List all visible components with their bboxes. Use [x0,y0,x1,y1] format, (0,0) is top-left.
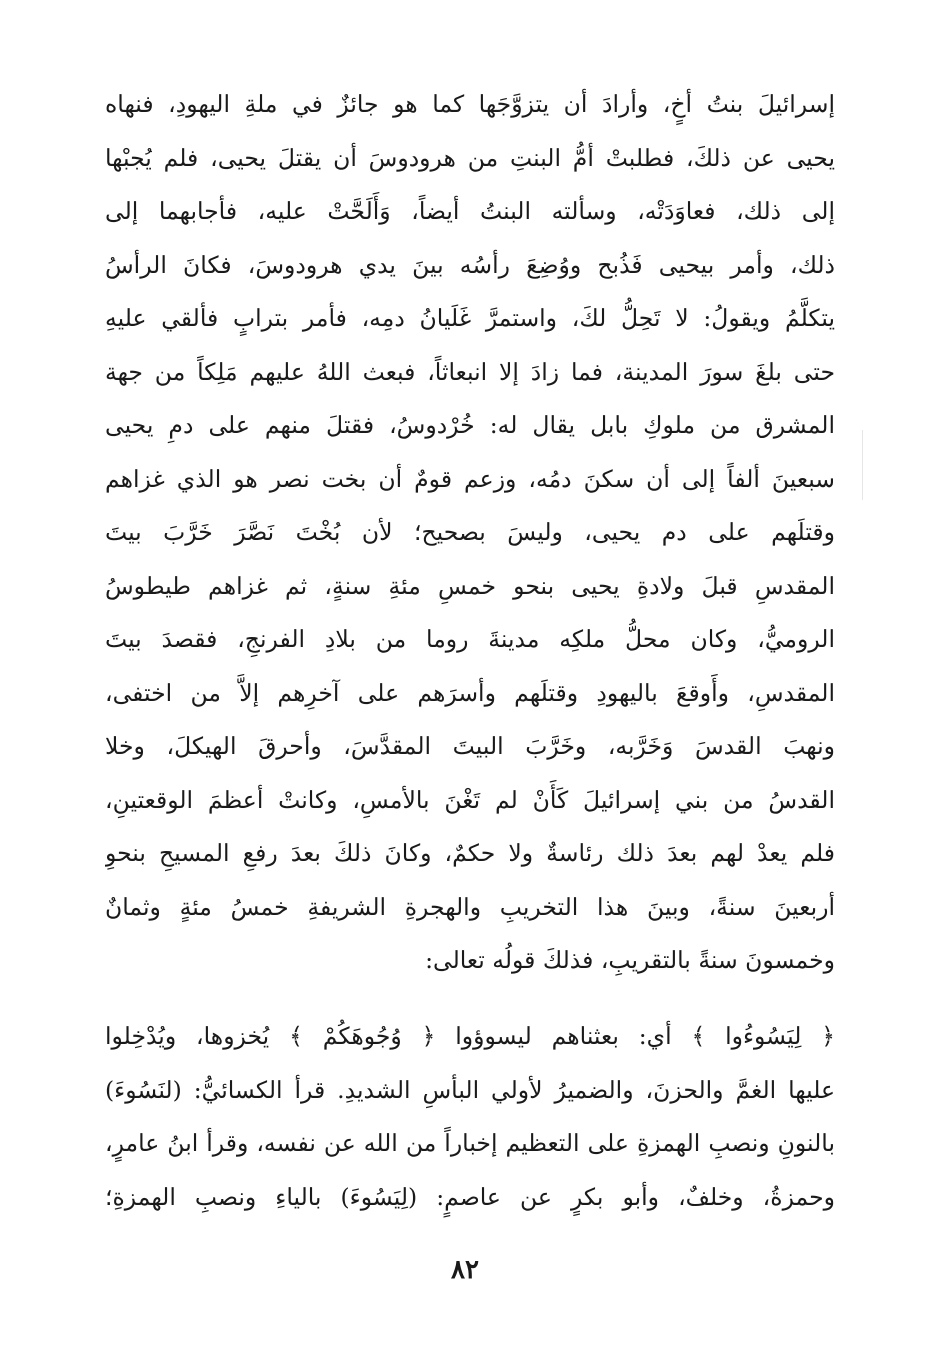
margin-mark [862,430,863,500]
text-line: سبعينَ ألفاً إلى أن سكنَ دمُه، وزعم قومٌ أن بخت نصر هو الذي غزاهم [105,464,835,493]
text-line: يحيى عن ذلكَ، فطلبتْ أمُّ البنتِ من هرودوسَ أن يقتلَ يحيى، فلم يُجبْها [105,143,835,172]
text-line: المقدسِ، وأَوقعَ باليهودِ وقتلَهم وأسرَهم على آخرِهم إلاَّ من اختفى، [105,678,835,707]
commentary-text-block [105,1010,835,1224]
text-line: المشرق من ملوكِ بابل يقال له: خُرْدوسُ، فقتلَ منهم على دمِ يحيى [105,411,835,439]
text-line: المقدسِ قبلَ ولادةِ يحيى بنحو خمسِ مئةِ سنةٍ، ثم غزاهم طيطوسُ [105,571,835,600]
commentary-line: عليها الغمَّ والحزنَ، والضميرُ لأولي البأسِ الشديدِ. قرأ الكسائيُّ: (لنَسُوءَ) [105,1075,835,1104]
text-line: إسرائيلَ بنتُ أخٍ، وأرادَ أن يتزوَّجَها كما هو جائزٌ في ملةِ اليهودِ، فنهاه [105,90,835,118]
text-line: وقتلَهم على دم يحيى، وليسَ بصحيح؛ لأن بُخْتَ نَصَّرَ خَرَّبَ بيتَ [105,518,835,546]
main-text-block [105,78,835,988]
text-line: الروميُّ، وكان محلُّ ملكِه مدينةَ روما من بلادِ الفرنجِ، فقصدَ بيتَ [105,625,835,653]
commentary-line: وحمزةُ، وخلفٌ، وأبو بكرٍ عن عاصمٍ: (لِيَسُوءَ) بالياءِ ونصبِ الهمزةِ؛ [105,1182,835,1211]
text-line: ذلك، وأمر بيحيى فَذُبح ووُضِعَ رأسُه بينَ يدي هرودوسَ، فكانَ الرأسُ [105,250,835,279]
text-line: يتكلَّمُ ويقولُ: لا تَحِلُّ لكَ، واستمرَّ غَلَيانُ دمِه، فأمر بترابٍ فألقي عليهِ [105,304,835,332]
commentary-line: بالنونِ ونصبِ الهمزةِ على التعظيم إخباراً من الله عن نفسه، وقرأ ابنُ عامرٍ، [105,1129,835,1157]
text-line: إلى ذلك، فعاوَدَتْه، وسألته البنتُ أيضاً، وَأَلَحَّتْ عليه، فأجابهما إلى [105,197,835,225]
page-number: ٨٢ [451,1255,479,1285]
text-line-paragraph-end: وخمسونَ سنةً بالتقريبِ، فذلكَ قولُه تعالى: [425,946,835,974]
text-line: أربعينَ سنةً، وبينَ هذا التخريبِ والهجرةِ الشريفةِ خمسُ مئةٍ وثمانٌ [105,892,835,921]
commentary-line: ﴿ لِيَسُوءُوا ﴾ أي: بعثناهم ليسوؤوا ﴿ وُجُوهَكُمْ ﴾ يُخزوها، ويُدْخِلوا [105,1022,835,1050]
text-line: حتى بلغَ سورَ المدينة، فما زادَ إلا انبعاثاً، فبعث اللهُ عليهم مَلِكاً من جهة [105,357,835,386]
text-line: القدسُ من بني إسرائيلَ كَأَنْ لم تَغْنَ بالأمسِ، وكانتْ أعظمَ الوقعتينِ، [105,785,835,814]
text-line: فلم يعدْ لهم بعدَ ذلك رئاسةٌ ولا حكمٌ، وكانَ ذلكَ بعدَ رفعِ المسيحِ بنحوِ [105,839,835,867]
text-line: ونهبَ القدسَ وَخَرَّبه، وخَرَّبَ البيتَ المقدَّسَ، وأحرقَ الهيكلَ، وخلا [105,732,835,760]
